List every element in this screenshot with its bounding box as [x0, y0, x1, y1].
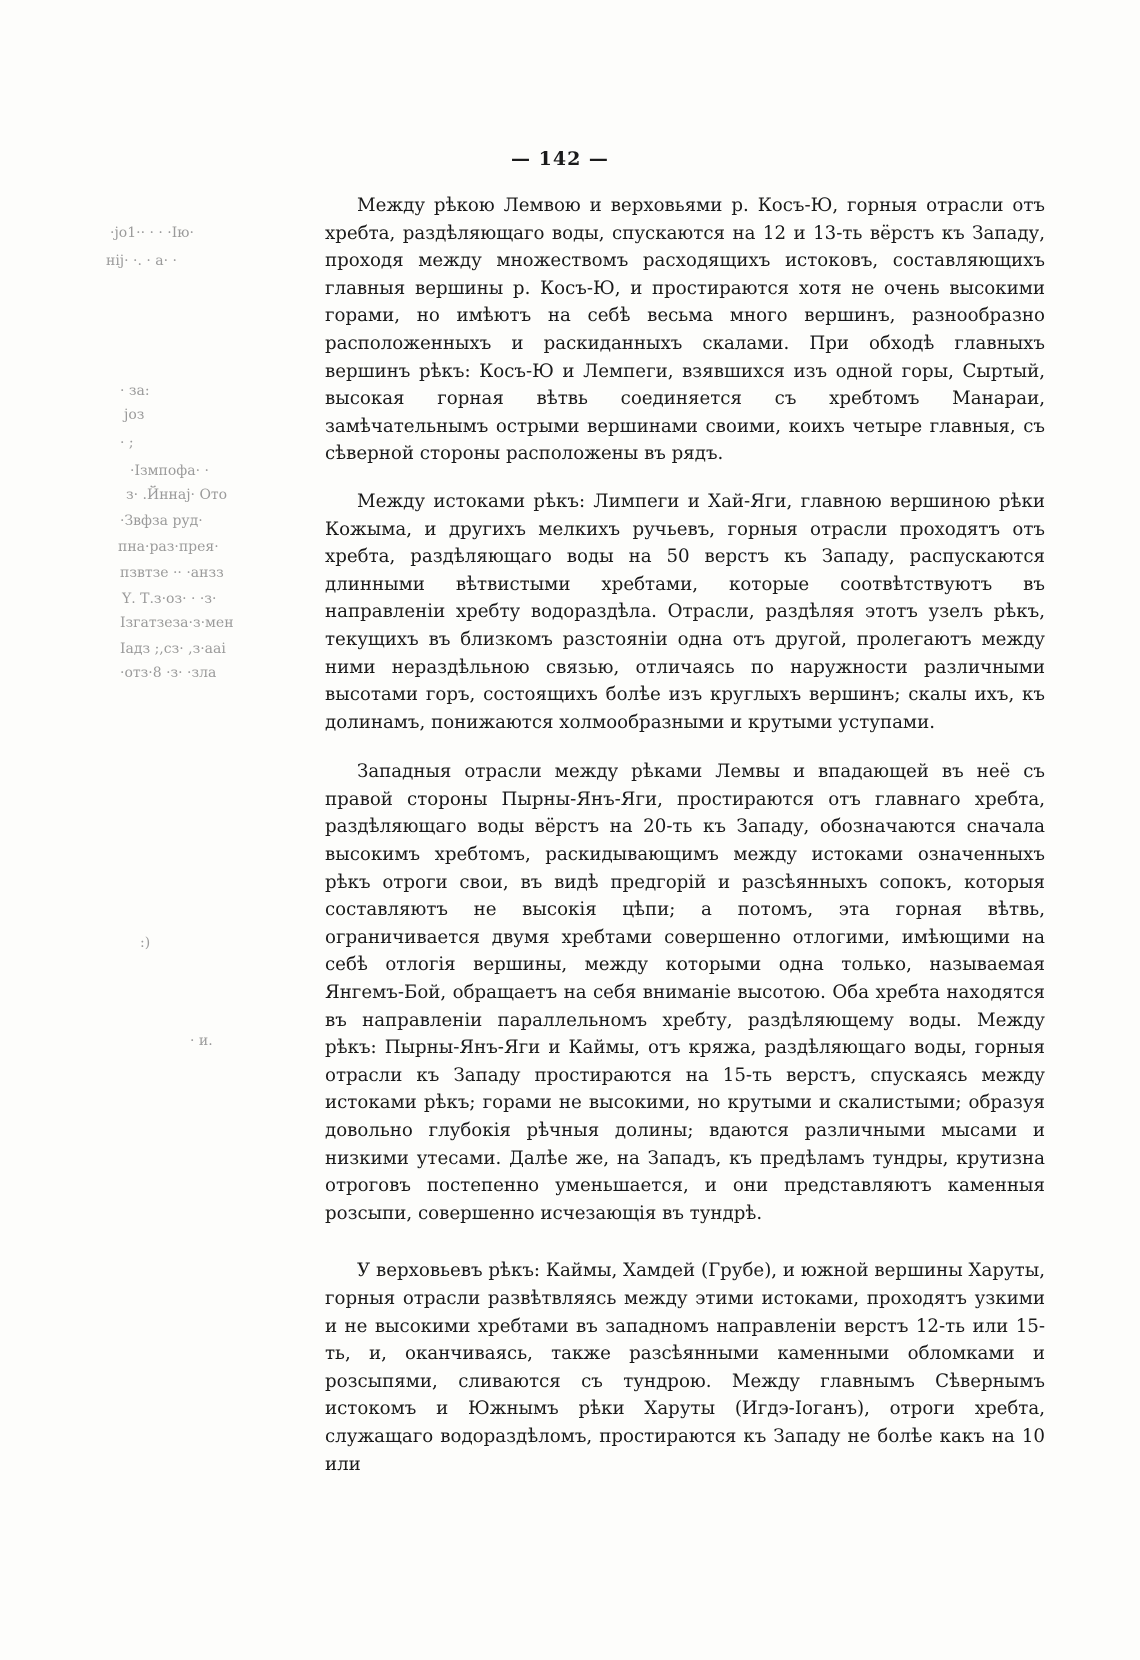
- body-text: [325, 192, 1045, 1478]
- bleed-line: · ;: [120, 435, 134, 451]
- paragraph: Между истоками рѣкъ: Лимпеги и Хай-Яги, главною вершиною рѣки Кожыма, и другихъ мелкихъ ручьевъ, горныя отрасли проходятъ отъ хребта, раздѣляющаго воды на 50 верстъ къ Западу, распускаются длинными вѣтвистыми хребтами, которые соотвѣтствуютъ въ направленіи хребту водораздѣла. Отрасли, раздѣляя этотъ узелъ рѣкъ, текущихъ въ близкомъ разстояніи одна отъ другой, пролегаютъ между ними нераздѣльною связью, отличаясь по наружности различными высотами горъ, состоящихъ болѣе изъ круглыхъ вершинъ; скалы ихъ, къ долинамъ, понижаются холмообразными и крутыми уступами.: [325, 490, 1045, 733]
- bleed-line: :): [140, 935, 151, 951]
- bleed-line: пзвтзе ·· ·анзз: [120, 565, 224, 581]
- bleed-line: ·Звфза руд·: [120, 513, 203, 529]
- page-number: — 142 —: [511, 148, 609, 170]
- bleed-line: ·отз·8 ·з· ·зла: [120, 665, 217, 681]
- paragraph: Между рѣкою Лемвою и верховьями р. Косъ-Ю, горныя отрасли отъ хребта, раздѣляющаго воды, спускаются на 12 и 13-ть вёрстъ къ Западу, проходя между множествомъ расходящихъ истоковъ, составляющихъ главныя вершины р. Косъ-Ю, и простираются хотя не очень высокими горами, но имѣютъ на себѣ весьма много вершинъ, разнообразно расположенныхъ и раскиданныхъ скалами. При обходѣ главныхъ вершинъ рѣкъ: Косъ-Ю и Лемпеги, взявшихся изъ одной горы, Сыртый, высокая горная вѣтвь соединяется съ хребтомъ Манараи, замѣчательнымъ острыми вершинами своими, коихъ четыре главныя, съ сѣверной стороны расположены въ рядъ.: [325, 195, 1045, 465]
- bleed-line: јоз: [124, 407, 145, 423]
- paragraph: У верховьевъ рѣкъ: Каймы, Хамдей (Грубе), и южной вершины Харуты, горныя отрасли развѣтвляясь между этими истоками, проходятъ узкими и не высокими хребтами въ западномъ направленіи верстъ 12-ть или 15-ть, и, оканчиваясь, также разсѣянными каменными обломками и розсыпями, сливаются съ тундрою. Между главнымъ Сѣвернымъ истокомъ и Южнымъ рѣки Харуты (Игдэ-Іоганъ), отроги хребта, служащаго водораздѣломъ, простираются къ Западу не болѣе какъ на 10 или: [325, 1260, 1045, 1475]
- margin-bleed-through: [80, 195, 310, 1075]
- bleed-line: ·јо1·· · · ·Ію·: [110, 225, 194, 241]
- bleed-line: з· .Йннај· Ото: [126, 487, 228, 503]
- bleed-line: ніј· ·. · а· ·: [106, 253, 177, 269]
- bleed-line: пна·раз·прея·: [118, 539, 219, 555]
- bleed-line: Ізгатзеза·з·мен: [120, 615, 234, 631]
- bleed-line: · и.: [190, 1033, 213, 1049]
- bleed-line: ·Ізмпофа· ·: [130, 463, 209, 479]
- paragraph: Западныя отрасли между рѣками Лемвы и впадающей въ неё съ правой стороны Пырны-Янъ-Яги, простираются отъ главнаго хребта, раздѣляющаго воды вёрстъ на 20-ть къ Западу, обозначаются сначала высокимъ хребтомъ, раскидывающимъ между истоками означенныхъ рѣкъ отроги свои, въ видѣ предгорій и разсѣянныхъ сопокъ, которыя составляютъ не высокія цѣпи; а потомъ, эта горная вѣтвь, ограничивается двумя хребтами совершенно отлогими, имѣющими на себѣ отлогія вершины, между которыми одна только, называемая Янгемъ-Бой, обращаетъ на себя вниманіе высотою. Оба хребта находятся въ направленіи параллельномъ хребту, раздѣляющему воды. Между рѣкъ: Пырны-Янъ-Яги и Каймы, отъ кряжа, раздѣляющаго воды, горныя отрасли къ Западу простираются на 15-ть верстъ, спускаясь между истоками рѣкъ; горами не высокими, но крутыми и скалистыми; образуя довольно глубокія рѣчныя долины; вдаются различными мысами и низкими утесами. Далѣе же, на Западъ, къ предѣламъ тундры, крутизна отроговъ постепенно уменьшается, и они представляютъ каменныя розсыпи, совершенно исчезающія въ тундрѣ.: [325, 761, 1045, 1224]
- bleed-line: · за:: [120, 383, 150, 399]
- bleed-line: Ү. Т.з·оз· · ·з·: [122, 591, 217, 607]
- bleed-line: Іадз ;,сз· ,з·ааі: [120, 641, 226, 657]
